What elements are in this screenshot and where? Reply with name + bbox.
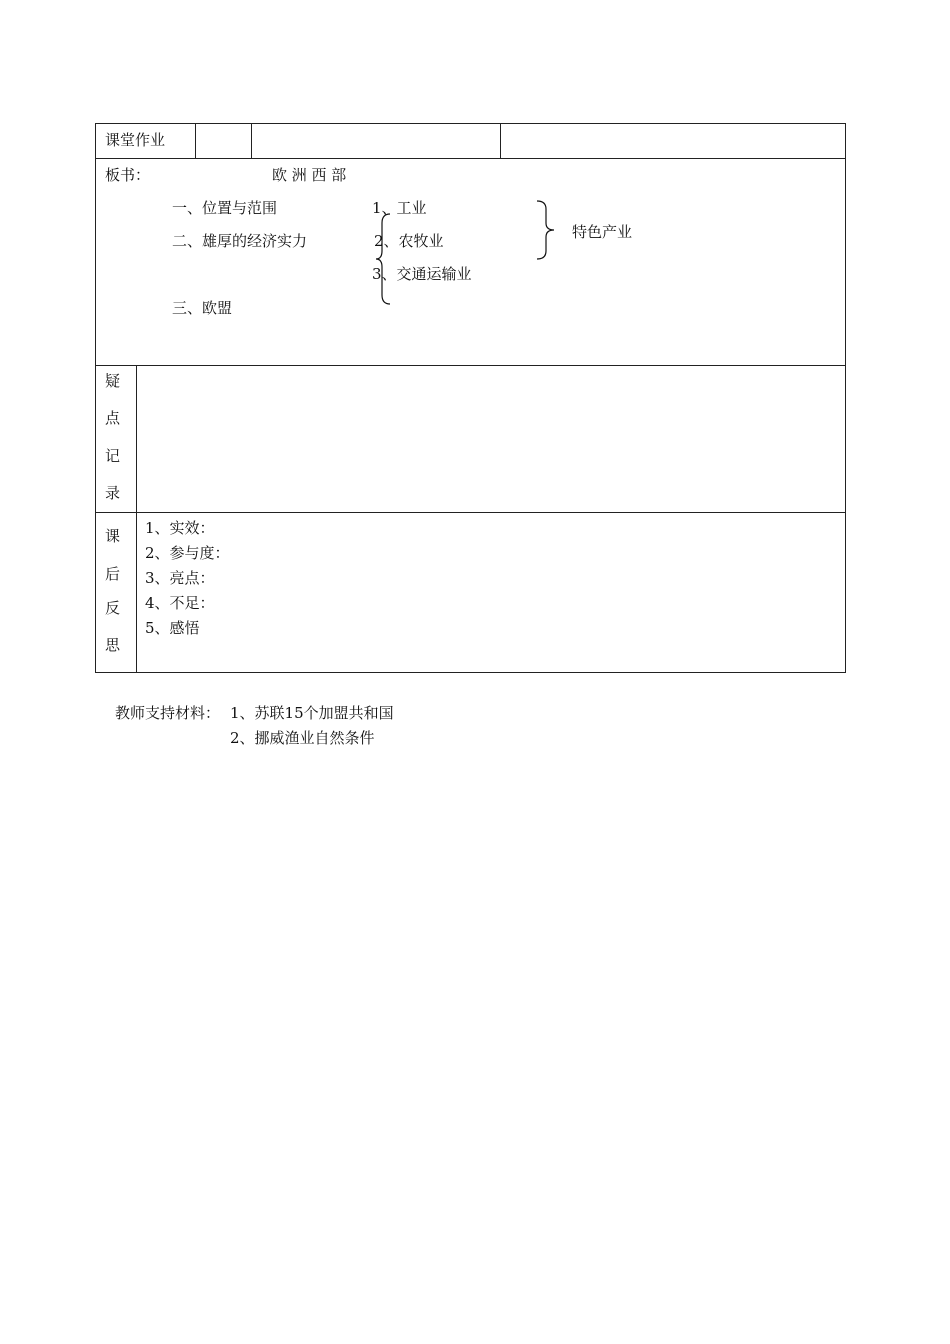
table-border-right xyxy=(845,123,846,673)
doubts-label-char-2: 点 xyxy=(105,409,121,427)
reflection-label-char-3: 反 xyxy=(105,599,121,617)
table-border-bottom xyxy=(95,672,846,673)
table-border-left xyxy=(95,123,96,673)
row1-divider-3 xyxy=(500,123,501,158)
reflection-item-1: 1、实效： xyxy=(145,519,215,537)
support-item-2: 2、挪威渔业自然条件 xyxy=(230,729,375,747)
industries-left-brace xyxy=(374,213,394,305)
reflection-item-2: 2、参与度： xyxy=(145,544,230,562)
table-line-1 xyxy=(95,158,846,159)
reflection-label-divider xyxy=(136,512,137,672)
board-label: 板书： xyxy=(105,166,151,184)
featured-industries-label: 特色产业 xyxy=(572,223,633,241)
industry-item-1: 1、工业 xyxy=(372,199,427,217)
industry-item-2: 2、农牧业 xyxy=(374,232,444,250)
table-border-top xyxy=(95,123,846,124)
board-title: 欧 洲 西 部 xyxy=(272,166,347,184)
reflection-item-3: 3、亮点： xyxy=(145,569,215,587)
doubts-label-divider xyxy=(136,365,137,512)
reflection-label-char-4: 思 xyxy=(105,636,121,654)
featured-right-brace xyxy=(535,200,561,260)
row1-divider-1 xyxy=(195,123,196,158)
outline-item-3: 三、欧盟 xyxy=(172,299,233,317)
row1-divider-2 xyxy=(251,123,252,158)
homework-label: 课堂作业 xyxy=(105,131,166,149)
support-item-1: 1、苏联15个加盟共和国 xyxy=(230,704,394,722)
doubts-label-char-3: 记 xyxy=(105,447,121,465)
reflection-item-4: 4、不足： xyxy=(145,594,215,612)
industry-item-3: 3、交通运输业 xyxy=(372,265,472,283)
doubts-label-char-4: 录 xyxy=(105,484,121,502)
table-line-2 xyxy=(95,365,846,366)
reflection-label-char-1: 课 xyxy=(105,527,121,545)
reflection-item-5: 5、感悟 xyxy=(145,619,200,637)
doubts-label-char-1: 疑 xyxy=(105,372,121,390)
outline-item-1: 一、位置与范围 xyxy=(172,199,278,217)
reflection-label-char-2: 后 xyxy=(105,565,121,583)
support-label: 教师支持材料： xyxy=(115,704,221,722)
outline-item-2: 二、雄厚的经济实力 xyxy=(172,232,308,250)
table-line-3 xyxy=(95,512,846,513)
